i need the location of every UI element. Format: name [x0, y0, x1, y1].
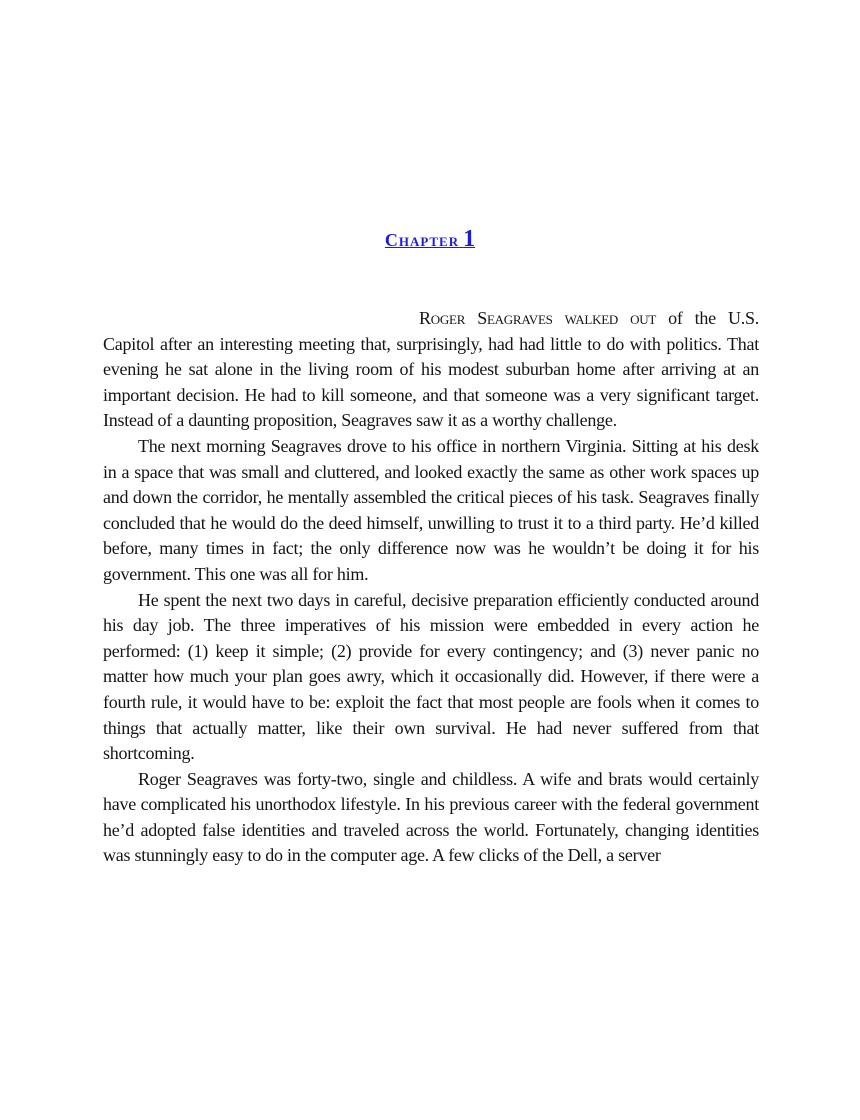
chapter-number: 1	[463, 226, 476, 252]
paragraph-1	[103, 306, 759, 434]
chapter-body	[103, 306, 759, 869]
chapter-heading	[0, 226, 860, 255]
paragraph-3: He spent the next two days in careful, decisive preparation efficiently conducted around his day job. The three imperatives of his mission were embedded in every action he performed: (1) keep it simple; (2) provide for every contingency; and (3) never panic no matter how much your plan goes awry, which it occasionally did. However, if there were a fourth rule, it would have to be: exploit the fact that most people are fools when it comes to things that actually matter, like their own survival. He had never suffered from that shortcoming.	[103, 589, 759, 764]
opening-small-caps: Roger Seagraves walked out	[419, 308, 657, 328]
paragraph-2: The next morning Seagraves drove to his office in northern Virginia. Sitting at his desk in a space that was small and cluttered, and looked exactly the same as other work spaces up and down the corridor, he mentally assembled the critical pieces of his task. Seagraves finally concluded that he would do the deed himself, unwilling to trust it to a third party. He’d killed before, many times in fact; the only difference now was he wouldn’t be doing it for his government. This one was all for him.	[103, 435, 759, 584]
chapter-link[interactable]	[384, 226, 476, 252]
paragraph-1-text: of the U.S. Capitol after an interesting meeting that, surprisingly, had had little to do with politics. That evening he sat alone in the living room of his modest suburban home after arriving at an important decision. He had to kill someone, and that someone was a very significant target. Instead of a daunting proposition, Seagraves saw it as a worthy challenge.	[103, 308, 759, 431]
paragraph-4: Roger Seagraves was forty-two, single and childless. A wife and brats would certainly have complicated his unorthodox lifestyle. In his previous career with the federal government he’d adopted false identities and traveled across the world. Fortunately, changing identities was stunningly easy to do in the computer age. A few clicks of the Dell, a server	[103, 768, 759, 866]
chapter-label: Chapter	[384, 230, 460, 250]
